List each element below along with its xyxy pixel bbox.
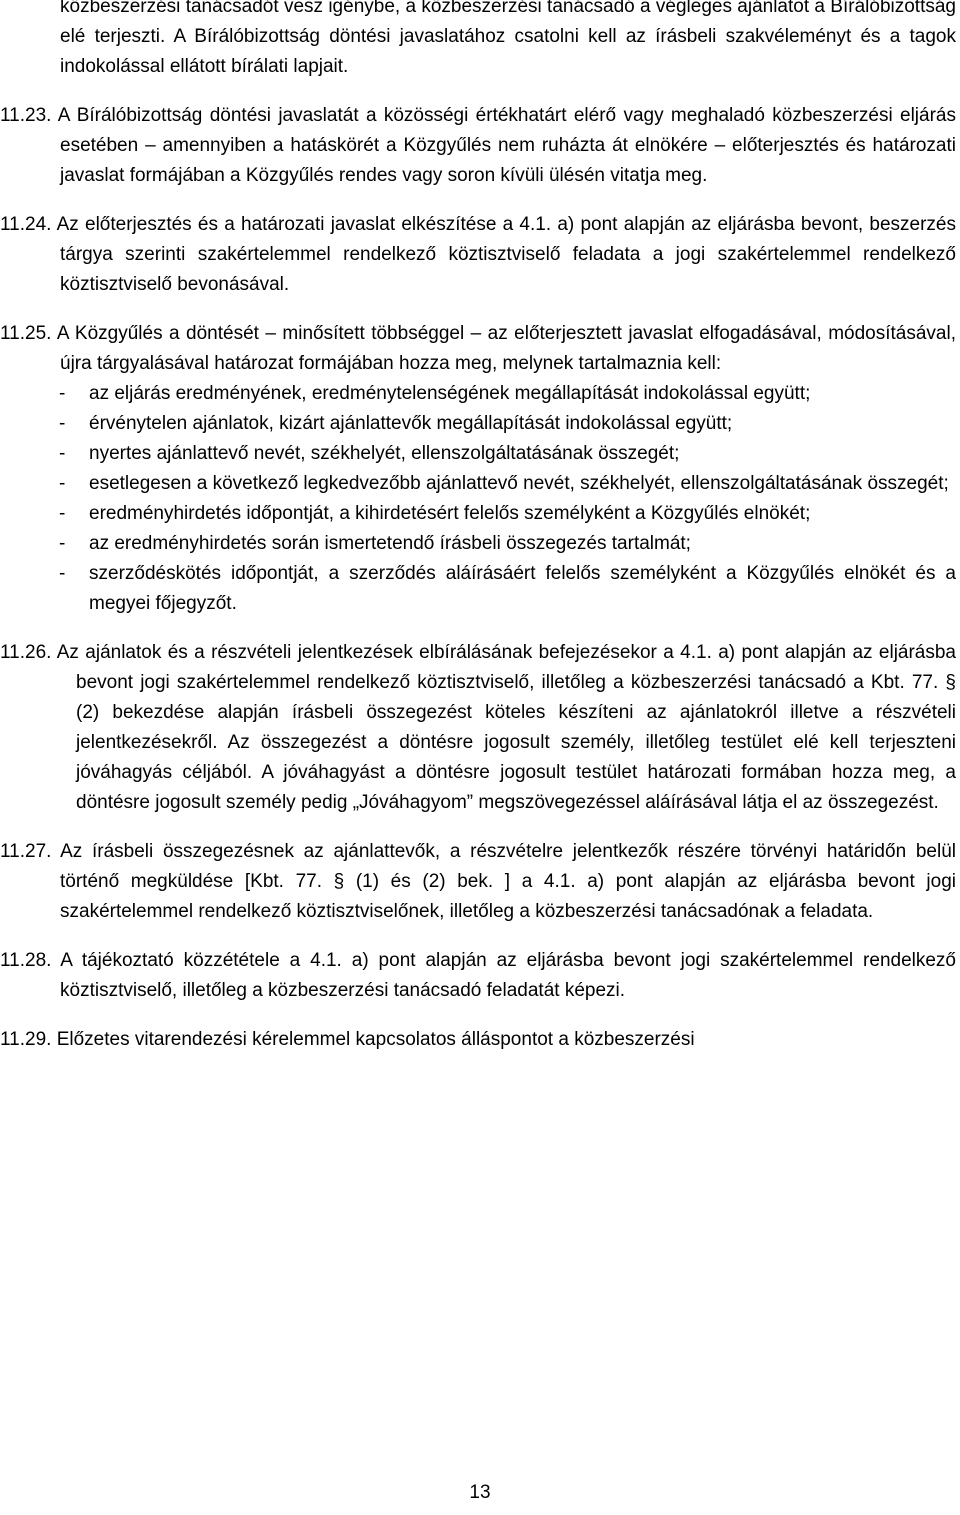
list-item: - esetlegesen a következő legkedvezőbb ajánlattevő nevét, székhelyét, ellenszolgáltatásának összegét; (59, 473, 949, 494)
section-number: 11.25. (0, 323, 52, 344)
list-item: - nyertes ajánlattevő nevét, székhelyét, ellenszolgáltatásának összegét; (59, 443, 680, 464)
list-item: - az eredményhirdetés során ismertetendő írásbeli összegezés tartalmát; (59, 533, 691, 554)
section-text: A Közgyűlés a döntését – minősített többséggel – az előterjesztett javaslat elfogadásával, módosításával, újra tárgyalásával határozat formájában hozza meg, melynek tartalmaznia kell: (56, 323, 956, 374)
section-number: 11.24. (0, 214, 52, 235)
section-11-25 (0, 319, 956, 619)
list-item: - az eljárás eredményének, eredménytelenségének megállapítását indokolással együtt; (59, 383, 811, 404)
section-11-27 (0, 837, 956, 927)
section-number: 11.23. (0, 105, 52, 126)
intro-paragraph: közbeszerzési tanácsadót vesz igénybe, a közbeszerzési tanácsadó a végleges ajánlatot a Bírálóbizottság elé terjeszti. A Bírálóbizottság döntési javaslatához csatolni kell az írásbeli szakvéleményt és a tagok indokolással ellátott bírálati lapjait. (60, 0, 956, 77)
section-text: Az ajánlatok és a részvételi jelentkezések elbírálásának befejezésekor a 4.1. a) pont alapján az eljárásba bevont jogi szakértelemmel rendelkező köztisztviselő, illetőleg a közbeszerzési tanácsadó a Kbt. 77. § (2) bekezdése alapján írásbeli összegezést köteles készíteni az ajánlatokról illetve a részvételi jelentkezésekről. Az összegezést a döntésre jogosult személy, illetőleg testület elé kell terjeszteni jóváhagyás céljából. A jóváhagyást a döntésre jogosult testület határozati formában hozza meg, a döntésre jogosult személy pedig „Jóváhagyom” megszövegezéssel aláírásával látja el az összegezést. (56, 642, 957, 813)
section-number: 11.27. (0, 841, 52, 862)
section-11-24 (0, 210, 956, 300)
page-number: 13 (469, 1482, 491, 1503)
decision-contents-list (0, 379, 956, 619)
list-item: - szerződéskötés időpontját, a szerződés aláírásáért felelős személyként a Közgyűlés elnökét és a megyei főjegyzőt. (59, 563, 956, 614)
list-item: - érvénytelen ajánlatok, kizárt ajánlattevők megállapítását indokolással együtt; (59, 413, 733, 434)
section-number: 11.28. (0, 950, 52, 971)
list-item: - eredményhirdetés időpontját, a kihirdetésért felelős személyként a Közgyűlés elnökét; (59, 503, 811, 524)
section-text: Az írásbeli összegezésnek az ajánlattevők, a részvételre jelentkezők részére törvényi határidőn belül történő megküldése [Kbt. 77. § (1) és (2) bek. ] a 4.1. a) pont alapján az eljárásba bevont jogi szakértelemmel rendelkező köztisztviselőnek, illetőleg a közbeszerzési tanácsadónak a feladata. (60, 841, 956, 922)
section-11-29 (0, 1025, 956, 1055)
section-number: 11.29. (0, 1029, 52, 1050)
section-text: A Bírálóbizottság döntési javaslatát a közösségi értékhatárt elérő vagy meghaladó közbeszerzési eljárás esetében – amennyiben a hatáskörét a Közgyűlés nem ruházta át elnökére – előterjesztés és határozati javaslat formájában a Közgyűlés rendes vagy soron kívüli ülésén vitatja meg. (57, 105, 956, 186)
section-text: Az előterjesztés és a határozati javaslat elkészítése a 4.1. a) pont alapján az eljárásba bevont, beszerzés tárgya szerinti szakértelemmel rendelkező köztisztviselő feladata a jogi szakértelemmel rendelkező köztisztviselő bevonásával. (56, 214, 956, 295)
section-text: A tájékoztató közzététele a 4.1. a) pont alapján az eljárásba bevont jogi szakértelemmel rendelkező köztisztviselő, illetőleg a közbeszerzési tanácsadó feladatát képezi. (60, 950, 956, 1001)
section-11-23 (0, 101, 956, 191)
section-11-26 (0, 638, 957, 818)
section-number: 11.26. (0, 642, 52, 663)
section-11-28 (0, 946, 956, 1006)
section-text: Előzetes vitarendezési kérelemmel kapcsolatos álláspontot a közbeszerzési (56, 1029, 695, 1050)
